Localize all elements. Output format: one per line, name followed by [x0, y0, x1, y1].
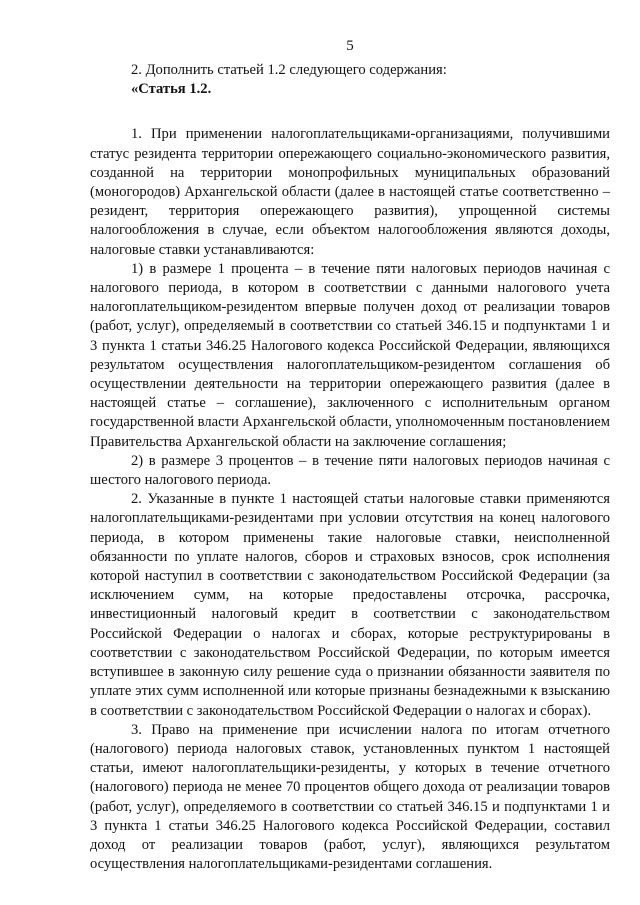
amendment-intro: 2. Дополнить статьей 1.2 следующего содержания:: [131, 62, 447, 78]
page-number: 5: [346, 38, 354, 54]
subitem-2: 2) в размере 3 процентов – в течение пяти налоговых периодов начиная с шестого налогового периода.: [90, 452, 610, 489]
paragraph-2: 2. Указанные в пункте 1 настоящей статьи налоговые ставки применяются налогоплательщиками-резидентами при условии отсутствия на конец налогового периода, в котором применены такие налоговые ставки, неисполненной обязанности по уплате налогов, сборов и страховых взносов, срок исполнения которой наступил в соответствии с законодательством Российской Федерации (за исключением сумм, на которые предоставлены отсрочка, рассрочка, инвестиционный налоговый кредит в соответствии с законодательством Российской Федерации о налогах и сборах, которые реструктурированы в соответствии с законодательством Российской Федерации, по которым имеется вступившее в законную силу решение суда о признании обязанности заявителя по уплате этих сумм исполненной или которые признаны безнадежными к взысканию в соответствии с законодательством Российской Федерации о налогах и сборах).: [90, 491, 610, 719]
subitem-1: 1) в размере 1 процента – в течение пяти налоговых периодов начиная с налогового периода, в котором в соответствии с данными налогового учета налогоплательщиком-резидентом впервые получен доход от реализации товаров (работ, услуг), определяемый в соответствии со статьей 346.15 и подпунктами 1 и 3 пункта 1 статьи 346.25 Налогового кодекса Российской Федерации, являющихся результатом осуществления налогоплательщиком-резидентом соглашения об осуществлении деятельности на территории опережающего развития (далее в настоящей статье – соглашение), заключенного с исполнительным органом государственной власти Архангельской области, уполномоченным постановлением Правительства Архангельской области на заключение соглашения;: [90, 260, 611, 450]
document-body: [90, 61, 610, 874]
paragraph-1: 1. При применении налогоплательщиками-организациями, получившими статус резидента территории опережающего социально-экономического развития, созданной на территории монопрофильных муниципальных образований (моногородов) Архангельской области (далее в настоящей статье соответственно – резидент, территория опережающего развития), упрощенной системы налогообложения в случае, если объектом налогообложения являются доходы, налоговые ставки устанавливаются:: [90, 126, 610, 258]
article-title: «Статья 1.2.: [131, 81, 212, 98]
paragraph-3: 3. Право на применение при исчислении налога по итогам отчетного (налогового) периода налоговых ставок, установленных пунктом 1 настоящей статьи, имеют налогоплательщики-резиденты, у которых в течение отчетного (налогового) периода не менее 70 процентов общего дохода от реализации товаров (работ, услуг), определяемого в соответствии со статьей 346.15 и подпунктами 1 и 3 пункта 1 статьи 346.25 Налогового кодекса Российской Федерации, составил доход от реализации товаров (работ, услуг), являющихся результатом осуществления налогоплательщиками-резидентами соглашения.: [90, 721, 610, 873]
